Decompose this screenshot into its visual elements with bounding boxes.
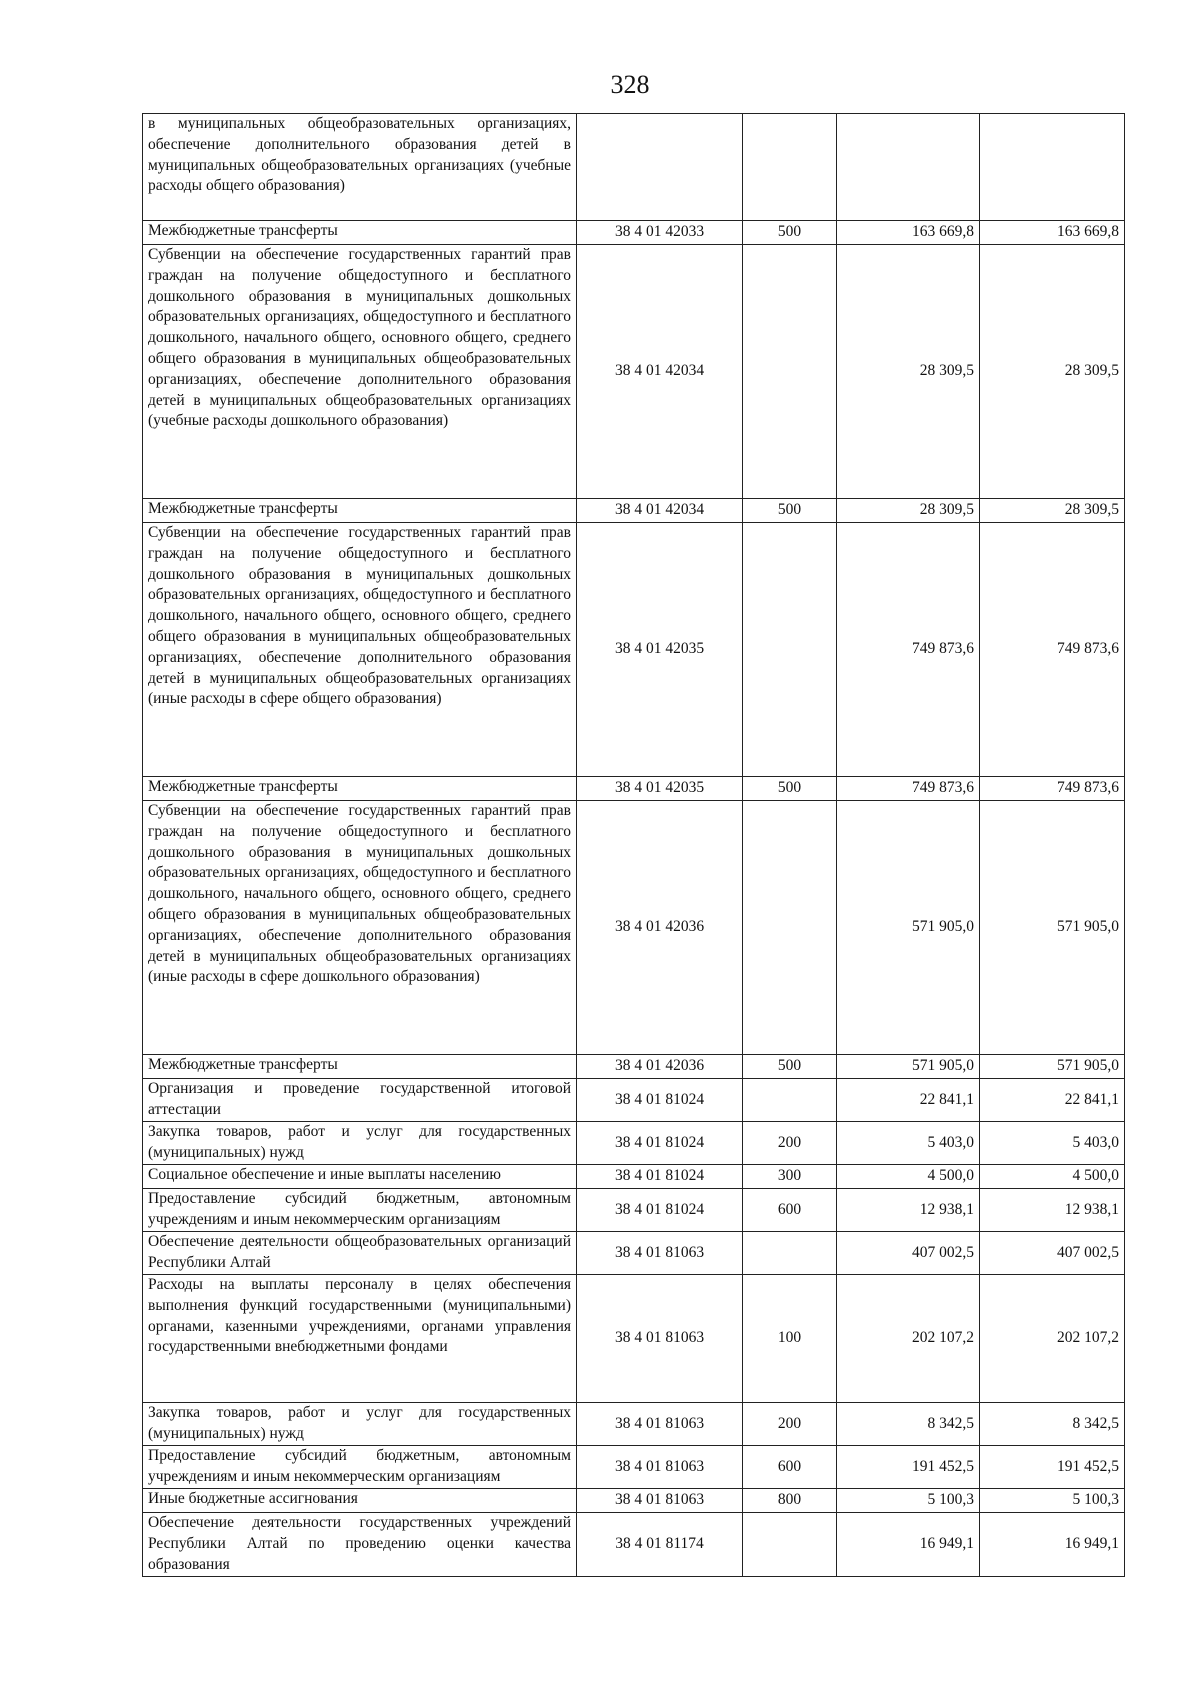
table-row bbox=[143, 499, 1125, 523]
row-description: Субвенции на обеспечение государственных гарантий прав граждан на получение общедоступного и бесплатного дошкольного образования в муниципальных дошкольных образовательных организациях, общедоступного и бесплатного дошкольного, начального общего, основного общего, среднего общего образования в муниципальных общеобразовательных организациях, обеспечение дополнительного образования детей в муниципальных общеобразовательных организациях (учебные расходы дошкольного образования) bbox=[143, 245, 577, 499]
row-expense-type: 600 bbox=[743, 1189, 837, 1232]
row-expense-type bbox=[743, 1513, 837, 1577]
row-amount-1: 749 873,6 bbox=[837, 523, 980, 777]
row-code: 38 4 01 81063 bbox=[577, 1446, 743, 1489]
row-expense-type: 800 bbox=[743, 1489, 837, 1513]
row-expense-type bbox=[743, 114, 837, 221]
row-amount-1: 28 309,5 bbox=[837, 245, 980, 499]
row-description: Субвенции на обеспечение государственных гарантий прав граждан на получение общедоступного и бесплатного дошкольного образования в муниципальных дошкольных образовательных организациях, общедоступного и бесплатного дошкольного, начального общего, основного общего, среднего общего образования в муниципальных общеобразовательных организациях, обеспечение дополнительного образования детей в муниципальных общеобразовательных организациях (иные расходы в сфере дошкольного образования) bbox=[143, 801, 577, 1055]
table-row bbox=[143, 1189, 1125, 1232]
row-code: 38 4 01 81063 bbox=[577, 1232, 743, 1275]
row-description: Межбюджетные трансферты bbox=[143, 1055, 577, 1079]
row-amount-2: 22 841,1 bbox=[980, 1079, 1125, 1122]
table-row bbox=[143, 1055, 1125, 1079]
table-row bbox=[143, 1489, 1125, 1513]
row-expense-type: 200 bbox=[743, 1122, 837, 1165]
row-amount-1: 163 669,8 bbox=[837, 221, 980, 245]
row-code: 38 4 01 81024 bbox=[577, 1165, 743, 1189]
row-description: Межбюджетные трансферты bbox=[143, 777, 577, 801]
row-code: 38 4 01 81174 bbox=[577, 1513, 743, 1577]
row-code: 38 4 01 81024 bbox=[577, 1079, 743, 1122]
row-amount-2: 407 002,5 bbox=[980, 1232, 1125, 1275]
table-row bbox=[143, 114, 1125, 221]
row-amount-2: 5 403,0 bbox=[980, 1122, 1125, 1165]
row-amount-2: 571 905,0 bbox=[980, 801, 1125, 1055]
row-description: Обеспечение деятельности общеобразовательных организаций Республики Алтай bbox=[143, 1232, 577, 1275]
row-amount-1: 749 873,6 bbox=[837, 777, 980, 801]
row-expense-type: 100 bbox=[743, 1275, 837, 1403]
table-row bbox=[143, 221, 1125, 245]
row-amount-2: 749 873,6 bbox=[980, 777, 1125, 801]
row-amount-1: 571 905,0 bbox=[837, 1055, 980, 1079]
row-amount-2: 191 452,5 bbox=[980, 1446, 1125, 1489]
row-amount-1: 22 841,1 bbox=[837, 1079, 980, 1122]
row-code: 38 4 01 42034 bbox=[577, 245, 743, 499]
row-amount-1: 4 500,0 bbox=[837, 1165, 980, 1189]
table-row bbox=[143, 1446, 1125, 1489]
row-amount-2: 202 107,2 bbox=[980, 1275, 1125, 1403]
row-amount-1: 5 403,0 bbox=[837, 1122, 980, 1165]
table-row bbox=[143, 1403, 1125, 1446]
table-row bbox=[143, 245, 1125, 499]
row-expense-type: 500 bbox=[743, 221, 837, 245]
row-amount-2: 28 309,5 bbox=[980, 499, 1125, 523]
row-amount-2: 749 873,6 bbox=[980, 523, 1125, 777]
page-number: 328 bbox=[610, 70, 650, 99]
row-description: в муниципальных общеобразовательных организациях, обеспечение дополнительного образования детей в муниципальных общеобразовательных организациях (учебные расходы общего образования) bbox=[143, 114, 577, 221]
table-row bbox=[143, 1122, 1125, 1165]
row-amount-1: 28 309,5 bbox=[837, 499, 980, 523]
row-amount-2 bbox=[980, 114, 1125, 221]
row-expense-type: 500 bbox=[743, 1055, 837, 1079]
row-expense-type: 300 bbox=[743, 1165, 837, 1189]
row-expense-type bbox=[743, 1232, 837, 1275]
row-amount-1: 571 905,0 bbox=[837, 801, 980, 1055]
row-amount-2: 16 949,1 bbox=[980, 1513, 1125, 1577]
row-amount-2: 571 905,0 bbox=[980, 1055, 1125, 1079]
table-row bbox=[143, 1275, 1125, 1403]
row-amount-2: 4 500,0 bbox=[980, 1165, 1125, 1189]
row-description: Иные бюджетные ассигнования bbox=[143, 1489, 577, 1513]
row-expense-type: 500 bbox=[743, 777, 837, 801]
row-description: Закупка товаров, работ и услуг для государственных (муниципальных) нужд bbox=[143, 1122, 577, 1165]
row-amount-2: 163 669,8 bbox=[980, 221, 1125, 245]
row-description: Социальное обеспечение и иные выплаты населению bbox=[143, 1165, 577, 1189]
row-amount-1: 191 452,5 bbox=[837, 1446, 980, 1489]
row-expense-type: 200 bbox=[743, 1403, 837, 1446]
row-amount-1: 202 107,2 bbox=[837, 1275, 980, 1403]
row-description: Организация и проведение государственной итоговой аттестации bbox=[143, 1079, 577, 1122]
row-description: Предоставление субсидий бюджетным, автономным учреждениям и иным некоммерческим организациям bbox=[143, 1189, 577, 1232]
row-expense-type bbox=[743, 245, 837, 499]
row-expense-type: 600 bbox=[743, 1446, 837, 1489]
row-expense-type bbox=[743, 1079, 837, 1122]
row-code: 38 4 01 81063 bbox=[577, 1403, 743, 1446]
row-amount-2: 12 938,1 bbox=[980, 1189, 1125, 1232]
table-row bbox=[143, 523, 1125, 777]
row-description: Межбюджетные трансферты bbox=[143, 499, 577, 523]
row-code: 38 4 01 81024 bbox=[577, 1189, 743, 1232]
row-amount-1: 8 342,5 bbox=[837, 1403, 980, 1446]
table-row bbox=[143, 1079, 1125, 1122]
row-description: Предоставление субсидий бюджетным, автономным учреждениям и иным некоммерческим организациям bbox=[143, 1446, 577, 1489]
row-amount-2: 28 309,5 bbox=[980, 245, 1125, 499]
row-description: Расходы на выплаты персоналу в целях обеспечения выполнения функций государственными (муниципальными) органами, казенными учреждениями, органами управления государственными внебюджетными фондами bbox=[143, 1275, 577, 1403]
row-code: 38 4 01 42033 bbox=[577, 221, 743, 245]
row-code bbox=[577, 114, 743, 221]
table-row bbox=[143, 1165, 1125, 1189]
row-code: 38 4 01 42036 bbox=[577, 801, 743, 1055]
row-expense-type bbox=[743, 523, 837, 777]
row-amount-1: 16 949,1 bbox=[837, 1513, 980, 1577]
row-code: 38 4 01 81024 bbox=[577, 1122, 743, 1165]
row-amount-1: 12 938,1 bbox=[837, 1189, 980, 1232]
row-description: Закупка товаров, работ и услуг для государственных (муниципальных) нужд bbox=[143, 1403, 577, 1446]
row-amount-1: 407 002,5 bbox=[837, 1232, 980, 1275]
row-code: 38 4 01 42036 bbox=[577, 1055, 743, 1079]
table-row bbox=[143, 801, 1125, 1055]
table-row bbox=[143, 1513, 1125, 1577]
row-expense-type bbox=[743, 801, 837, 1055]
row-code: 38 4 01 42034 bbox=[577, 499, 743, 523]
row-amount-1 bbox=[837, 114, 980, 221]
row-code: 38 4 01 81063 bbox=[577, 1489, 743, 1513]
budget-table bbox=[142, 113, 1125, 1577]
row-code: 38 4 01 81063 bbox=[577, 1275, 743, 1403]
row-code: 38 4 01 42035 bbox=[577, 523, 743, 777]
row-expense-type: 500 bbox=[743, 499, 837, 523]
table-row bbox=[143, 777, 1125, 801]
row-description: Обеспечение деятельности государственных учреждений Республики Алтай по проведению оценки качества образования bbox=[143, 1513, 577, 1577]
row-amount-1: 5 100,3 bbox=[837, 1489, 980, 1513]
row-amount-2: 5 100,3 bbox=[980, 1489, 1125, 1513]
row-description: Межбюджетные трансферты bbox=[143, 221, 577, 245]
row-amount-2: 8 342,5 bbox=[980, 1403, 1125, 1446]
row-description: Субвенции на обеспечение государственных гарантий прав граждан на получение общедоступного и бесплатного дошкольного образования в муниципальных дошкольных образовательных организациях, общедоступного и бесплатного дошкольного, начального общего, основного общего, среднего общего образования в муниципальных общеобразовательных организациях, обеспечение дополнительного образования детей в муниципальных общеобразовательных организациях (иные расходы в сфере общего образования) bbox=[143, 523, 577, 777]
row-code: 38 4 01 42035 bbox=[577, 777, 743, 801]
table-row bbox=[143, 1232, 1125, 1275]
